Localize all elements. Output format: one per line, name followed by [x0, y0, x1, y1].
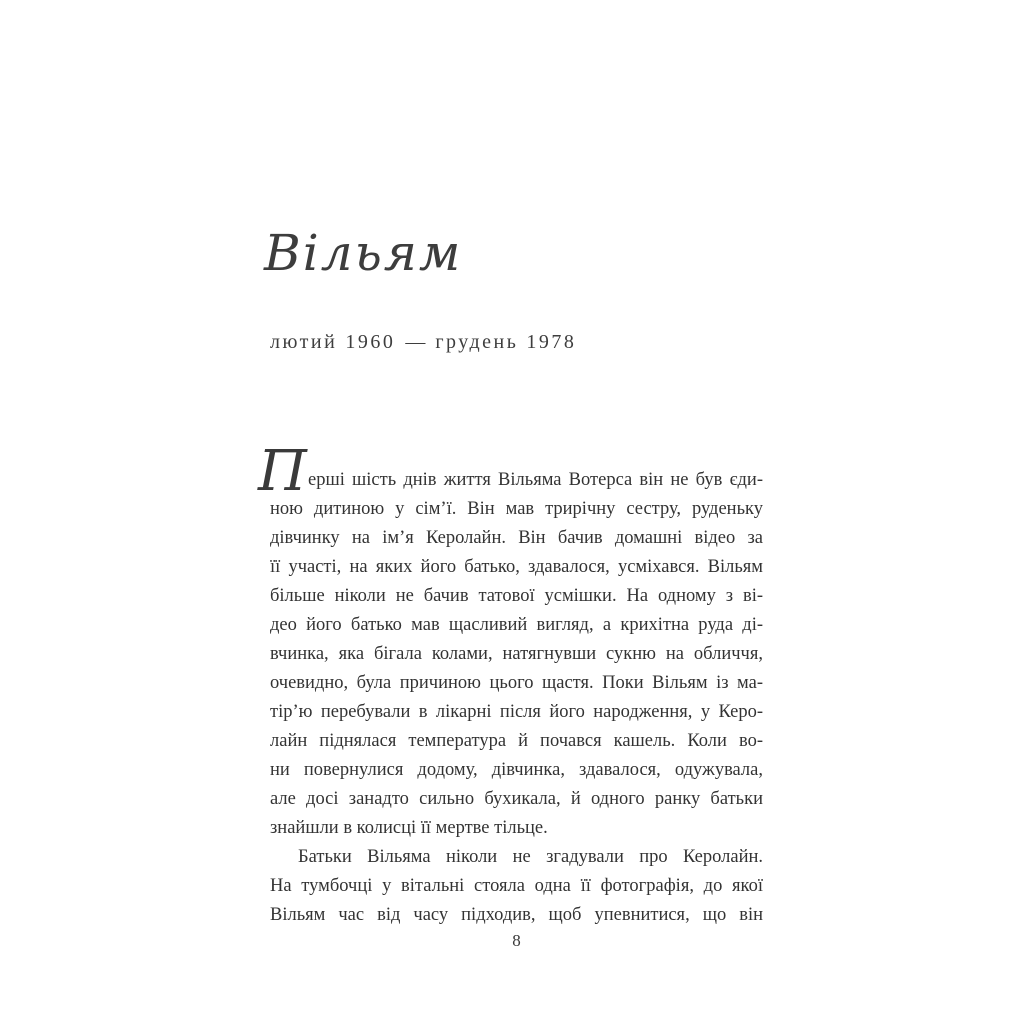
paragraph-line: [270, 669, 763, 698]
paragraph-line-text: тір’ю перебували в лікарні після його народження, у Керо-: [270, 702, 763, 722]
paragraph-1-last-line: знайшли в колисці її мертве тільце.: [270, 818, 548, 838]
paragraph-line-text: лайн піднялася температура й почався кашель. Коли во-: [270, 731, 763, 751]
date-range-dash: —: [405, 331, 426, 353]
paragraph-line: [270, 582, 763, 611]
paragraph-line: [270, 872, 763, 901]
date-start-label: лютий: [270, 331, 338, 353]
paragraph-line-text: део його батько мав щасливий вигляд, а крихітна руда ді-: [270, 615, 763, 635]
paragraph-line-text: ни повернулися додому, дівчинка, здавалося, одужувала,: [270, 760, 763, 780]
paragraph-line-text: вчинка, яка бігала колами, натягнувши сукню на обличчя,: [270, 644, 763, 664]
paragraph-line-text: ерші шість днів життя Вільяма Вотерса він не був єди-: [308, 470, 763, 490]
paragraph-line-text: ною дитиною у сім’ї. Він мав трирічну сестру, руденьку: [270, 499, 763, 519]
paragraph-line-text: дівчинку на ім’я Керолайн. Він бачив домашні відео за: [270, 528, 763, 548]
paragraph-line: [270, 640, 763, 669]
date-end-label: грудень: [435, 331, 519, 353]
page-number: 8: [512, 931, 521, 950]
paragraph-line: [270, 495, 763, 524]
paragraph-line: [270, 785, 763, 814]
paragraph-line: [270, 727, 763, 756]
paragraph-1-lines: [270, 495, 763, 814]
paragraph-line: [270, 553, 763, 582]
paragraph-line-text: очевидно, була причиною цього щастя. Поки Вільям із ма-: [270, 673, 763, 693]
paragraph-line-text: Батьки Вільяма ніколи не згадували про Керолайн.: [298, 847, 763, 867]
paragraph-line: [270, 698, 763, 727]
date-start-year: 1960: [345, 331, 396, 353]
chapter-title: Вільям: [264, 224, 463, 282]
paragraph-line-text: Вільям час від часу підходив, щоб упевнитися, що він: [270, 905, 763, 925]
paragraph-line-text: На тумбочці у вітальні стояла одна її фотографія, до якої: [270, 876, 763, 896]
paragraph-line-text: але досі занадто сильно бухикала, й одного ранку батьки: [270, 789, 763, 809]
paragraph-line: [270, 843, 763, 872]
body-text: [258, 439, 763, 930]
paragraph-1-first-line: [258, 439, 763, 504]
paragraph-line: [270, 524, 763, 553]
paragraph-line: [270, 901, 763, 930]
paragraph-line-text: її участі, на яких його батько, здавалося, усміхався. Вільям: [270, 557, 763, 577]
drop-cap-initial: П: [258, 439, 307, 504]
date-end-year: 1978: [526, 331, 577, 353]
paragraph-line: [270, 611, 763, 640]
paragraph-2-lines: [270, 843, 763, 930]
chapter-dates: [270, 331, 584, 354]
paragraph-line: [270, 756, 763, 785]
paragraph-line-text: більше ніколи не бачив татової усмішки. На одному з ві-: [270, 586, 763, 606]
